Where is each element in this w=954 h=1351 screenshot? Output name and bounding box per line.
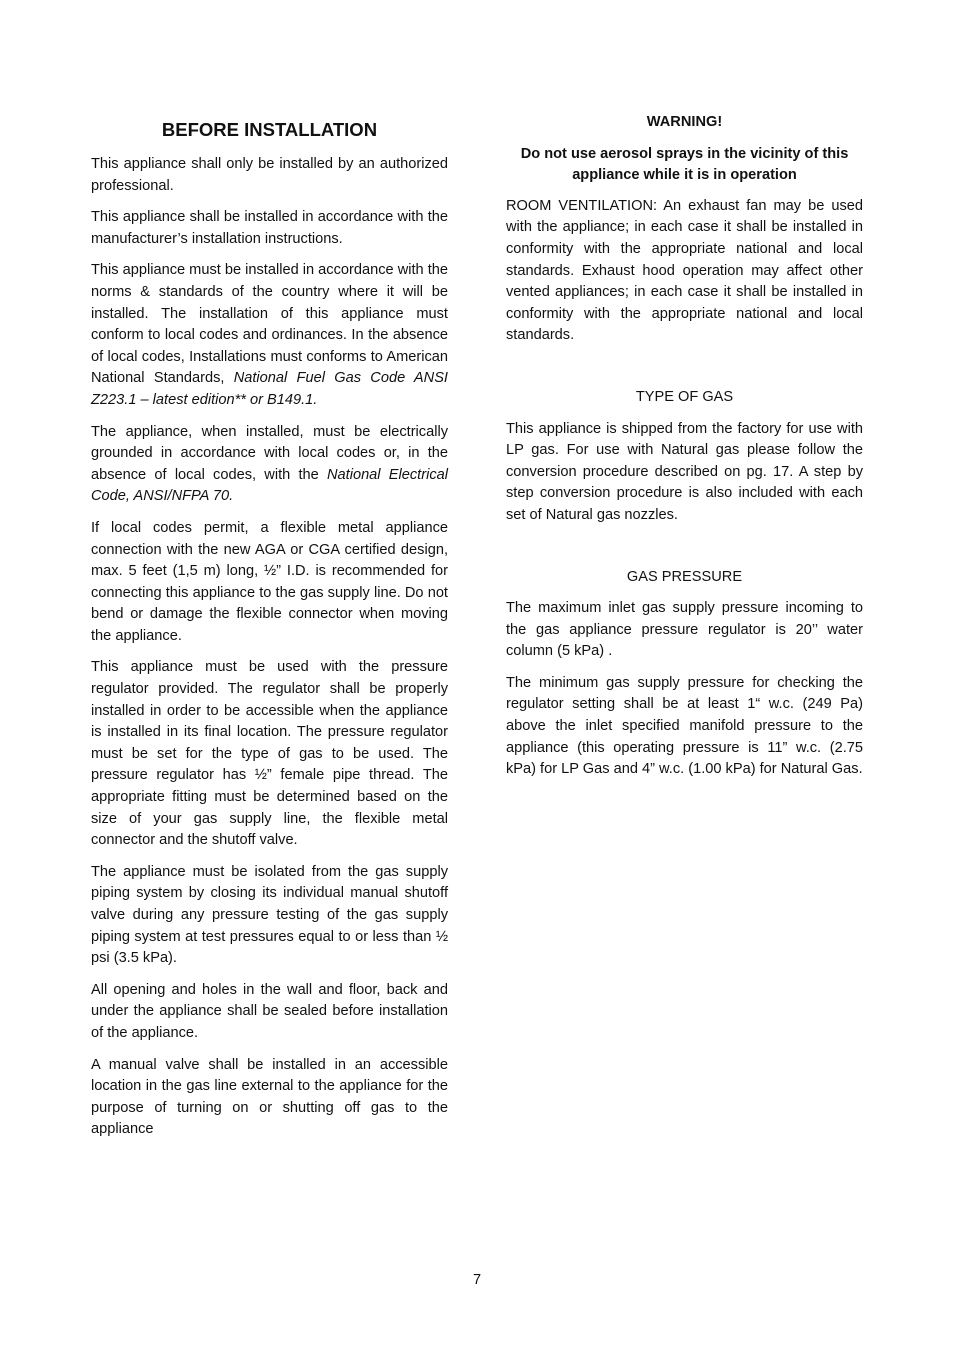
section-heading-gas-pressure: GAS PRESSURE xyxy=(626,568,743,585)
section-spacer xyxy=(506,357,863,387)
paragraph-pressure-regulator: This appliance must be used with the pressure regulator provided. The regulator shall be properly installed in order to be accessible when the appliance is installed in its final location. The pressure regulator must be set for the type of gas to be used. The pressure regulator has ½” female pipe thread. The appropriate fitting must be determined based on the size of your gas supply line, the flexible metal connector and the shutoff valve. xyxy=(91,659,448,849)
section-heading-before-installation: BEFORE INSTALLATION xyxy=(161,119,378,140)
paragraph-norms-text: This appliance must be installed in accordance with the norms & standards of the country where it will be installed. The installation of this appliance must conform to local codes and ordinances. In the absence of local codes, Installations must conforms to American National Standards, xyxy=(91,262,448,387)
paragraph-grounding-text: The appliance, when installed, must be electrically grounded in accordance with local codes or, in the absence of local codes, with the xyxy=(91,423,448,483)
warning-text: Do not use aerosol sprays in the vicinity of this appliance while it is in operation xyxy=(520,145,849,184)
right-column xyxy=(506,112,863,791)
paragraph-electrical-grounding xyxy=(91,422,448,508)
paragraph-min-supply-pressure: The minimum gas supply pressure for checking the regulator setting shall be at least 1“ w.c. (249 Pa) above the inlet specified manifold pressure to the appliance (this operating pressure is 11” w.c. (2.75 kPa) for LP Gas and 4” w.c. (1.00 kPa) for Natural Gas. xyxy=(506,674,863,778)
paragraph-sealing-openings: All opening and holes in the wall and floor, back and under the appliance shall be sealed before installation of the appliance. xyxy=(91,981,448,1041)
paragraph-norms-standards xyxy=(91,260,448,411)
paragraph-type-of-gas: This appliance is shipped from the factory for use with LP gas. For use with Natural gas please follow the conversion procedure described on pg. 17. A step by step conversion procedure is also included with each set of Natural gas nozzles. xyxy=(506,420,863,523)
section-heading-type-of-gas: TYPE OF GAS xyxy=(635,388,734,405)
page-number: 7 xyxy=(472,1272,482,1288)
warning-title: WARNING! xyxy=(646,114,723,130)
left-column xyxy=(91,112,448,1151)
section-spacer xyxy=(506,537,863,567)
paragraph-isolation-testing: The appliance must be isolated from the gas supply piping system by closing its individual manual shutoff valve during any pressure testing of the gas supply piping system at test pressures equal to or less than ½ psi (3.5 kPa). xyxy=(91,863,448,967)
paragraph-flexible-connector: If local codes permit, a flexible metal appliance connection with the new AGA or CGA certified design, max. 5 feet (1,5 m) long, ½” I.D. is recommended for connecting this appliance to the gas supply line. Do not bend or damage the flexible connector when moving the appliance. xyxy=(91,519,448,644)
paragraph-authorized-professional: This appliance shall only be installed by an authorized professional. xyxy=(91,156,448,194)
paragraph-manufacturer-instructions: This appliance shall be installed in accordance with the manufacturer’s installation instructions. xyxy=(91,209,448,247)
paragraph-max-inlet-pressure: The maximum inlet gas supply pressure incoming to the gas appliance pressure regulator is 20’’ water column (5 kPa) . xyxy=(506,600,863,660)
paragraph-norms-code-reference: National Fuel Gas Code ANSI Z223.1 – latest edition** or B149.1. xyxy=(91,370,448,408)
paragraph-room-ventilation: ROOM VENTILATION: An exhaust fan may be used with the appliance; in each case it shall be installed in conformity with the appropriate national and local standards. Exhaust hood operation may affect other vented appliances; in each case it shall be installed in conformity with the appropriate national and local standards. xyxy=(506,197,863,344)
paragraph-grounding-code-reference: National Electrical Code, ANSI/NFPA 70. xyxy=(91,466,448,505)
paragraph-manual-valve: A manual valve shall be installed in an accessible location in the gas line external to the appliance for the purpose of turning on or shutting off gas to the appliance xyxy=(91,1056,448,1138)
